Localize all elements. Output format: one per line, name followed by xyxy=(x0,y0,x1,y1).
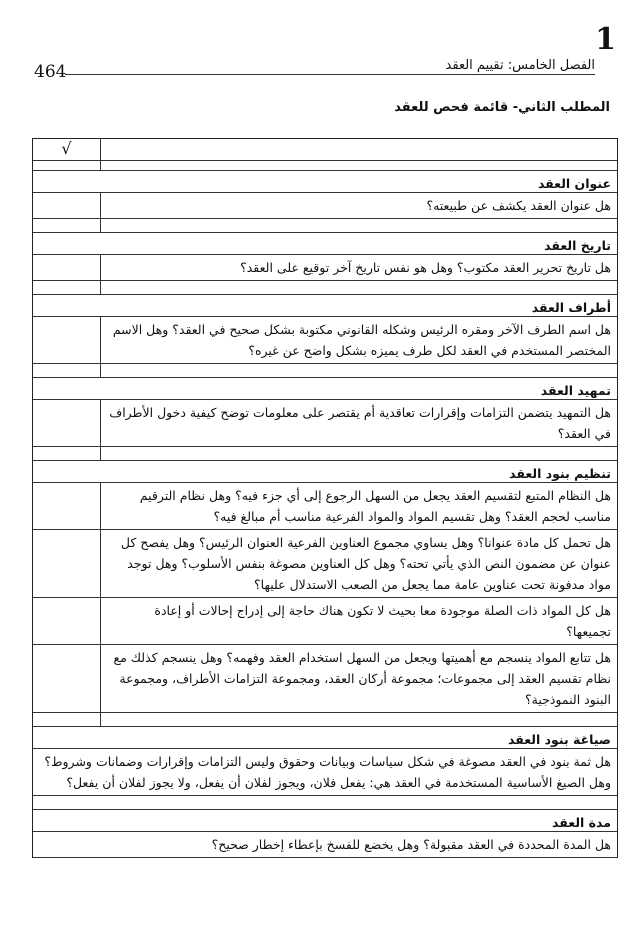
spacer-row xyxy=(33,364,617,378)
group-title: مدة العقد xyxy=(552,815,611,830)
section-title: المطلب الثاني- قائمة فحص للعقد xyxy=(394,100,610,115)
table-header-row xyxy=(33,139,617,161)
page-header xyxy=(34,50,595,82)
question-text: هل المدة المحددة في العقد مقبولة؟ وهل يخضع للفسخ بإعطاء إخطار صحيح؟ xyxy=(211,837,611,852)
spacer-row xyxy=(33,447,617,461)
check-cell xyxy=(33,255,101,280)
table-header-text xyxy=(101,139,617,160)
check-cell xyxy=(33,598,101,644)
question-row xyxy=(33,400,617,447)
question-row xyxy=(33,645,617,713)
header-rule xyxy=(65,74,595,75)
question-text: هل اسم الطرف الآخر ومقره الرئيس وشكله القانوني مكتوبة بشكل صحيح في العقد؟ وهل الاسم المختصر المستخدم في العقد لكل طرف يميزه بشكل واضح عن غيره؟ xyxy=(112,322,611,358)
question-row xyxy=(33,749,617,796)
group-heading xyxy=(33,295,617,317)
question-text: هل تاريخ تحرير العقد مكتوب؟ وهل هو نفس تاريخ آخر توقيع على العقد؟ xyxy=(240,260,611,275)
group-title: تمهيد العقد xyxy=(540,383,611,398)
group-title: تنظيم بنود العقد xyxy=(509,466,611,481)
check-cell xyxy=(33,483,101,529)
checklist-table xyxy=(32,138,618,858)
check-cell xyxy=(33,645,101,712)
check-cell xyxy=(33,530,101,597)
check-cell xyxy=(33,400,101,446)
question-row xyxy=(33,530,617,598)
question-row xyxy=(33,317,617,364)
page-marker: 1 xyxy=(595,22,616,57)
question-text: هل ثمة بنود في العقد مصوغة في شكل سياسات وبيانات وحقوق وليس التزامات وإقرارات وضمانات وشروط؟ وهل الصيغ الأساسية المستخدمة في العقد هي: يفعل فلان، ويجوز لفلان أن يفعل، ولا يجوز لفلان أن يفعل؟ xyxy=(44,754,611,790)
spacer-row xyxy=(33,713,617,727)
group-heading xyxy=(33,461,617,483)
question-text: هل عنوان العقد يكشف عن طبيعته؟ xyxy=(426,198,611,213)
group-title: صياغة بنود العقد xyxy=(508,732,611,747)
question-row xyxy=(33,255,617,281)
spacer-row xyxy=(33,161,617,171)
group-title: أطراف العقد xyxy=(531,300,611,315)
question-row xyxy=(33,832,617,858)
group-title: تاريخ العقد xyxy=(544,238,611,253)
chapter-title: الفصل الخامس: تقييم العقد xyxy=(445,58,595,73)
spacer-row xyxy=(33,219,617,233)
check-mark-header: √ xyxy=(33,139,101,160)
check-cell xyxy=(33,193,101,218)
check-cell xyxy=(33,317,101,363)
question-text: هل تتابع المواد ينسجم مع أهميتها ويجعل من السهل استخدام العقد وفهمه؟ وهل ينسجم كذلك مع نظام تقسيم العقد إلى مجموعات؛ مجموعة أركان العقد، ومجموعة التزامات الأطراف، ومجموعة البنود النموذجية؟ xyxy=(113,650,611,707)
question-row xyxy=(33,483,617,530)
question-row xyxy=(33,598,617,645)
question-text: هل كل المواد ذات الصلة موجودة معا بحيث لا تكون هناك حاجة إلى إدراج إحالات أو إعادة تجميعها؟ xyxy=(154,603,611,639)
group-heading xyxy=(33,727,617,749)
group-heading xyxy=(33,233,617,255)
question-text: هل التمهيد يتضمن التزامات وإقرارات تعاقدية أم يقتصر على معلومات توضح كيفية دخول الأطراف في العقد؟ xyxy=(109,405,611,441)
question-text: هل النظام المتبع لتقسيم العقد يجعل من السهل الرجوع إلى أي جزء فيه؟ وهل نظام الترقيم مناسب لحجم العقد؟ وهل تقسيم المواد والمواد الفرعية مناسب أم مبالغ فيه؟ xyxy=(139,488,611,524)
group-heading xyxy=(33,378,617,400)
spacer-row xyxy=(33,796,617,810)
page-number: 464 xyxy=(34,62,67,82)
group-title: عنوان العقد xyxy=(537,176,611,191)
group-heading xyxy=(33,171,617,193)
question-text: هل تحمل كل مادة عنوانا؟ وهل يساوي مجموع العناوين الفرعية العنوان الرئيس؟ وهل يفصح كل عنوان عن مضمون النص الذي يأتي تحته؟ وهل كل العناوين مصوغة بنفس الأسلوب؟ وهل توجد مواد مدفونة تحت عناوين عامة مما يجعل من الصعب الاستدلال عليها؟ xyxy=(120,535,611,592)
question-row xyxy=(33,193,617,219)
group-heading xyxy=(33,810,617,832)
spacer-row xyxy=(33,281,617,295)
